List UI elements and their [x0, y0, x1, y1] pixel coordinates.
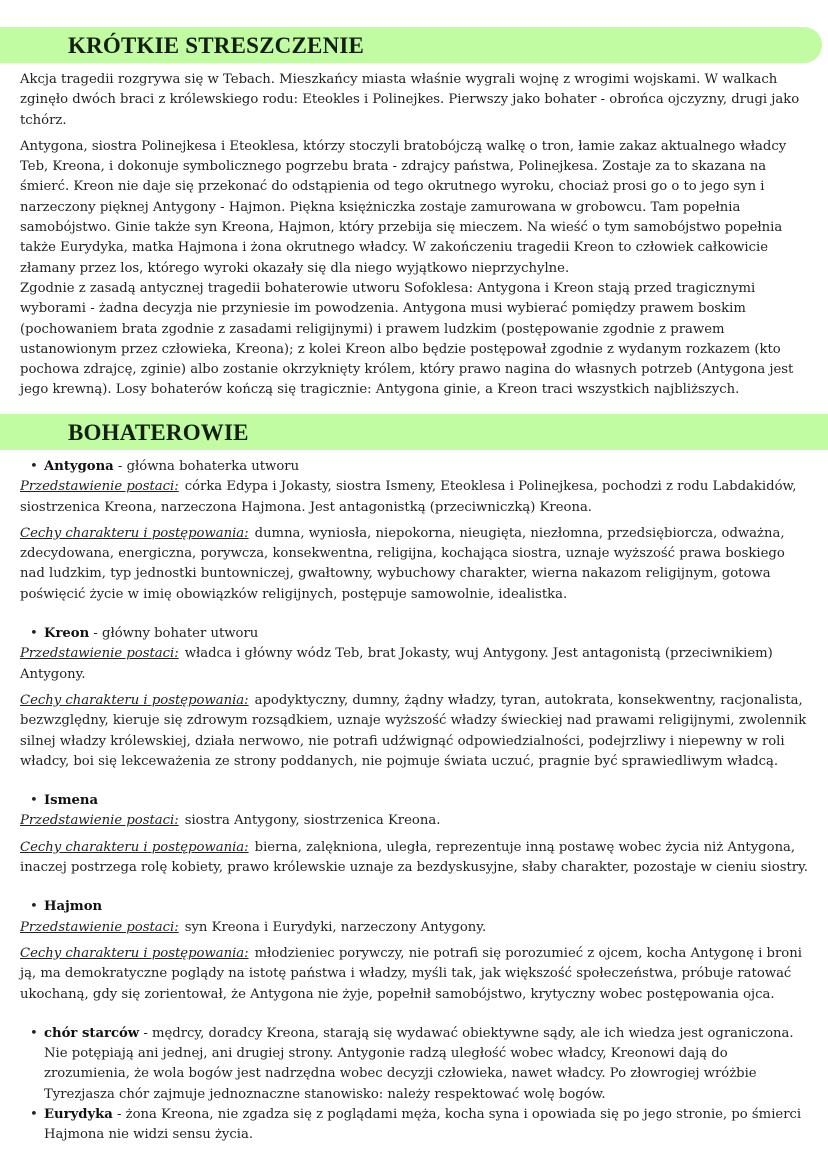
- character-intro: syn Kreona i Eurydyki, narzeczony Antygony.: [184, 919, 487, 935]
- summary-body: [20, 70, 812, 407]
- character-name: Kreon: [44, 626, 90, 642]
- character-name: Hajmon: [44, 899, 103, 915]
- traits-label: Cechy charakteru i postępowania:: [20, 525, 249, 541]
- character-bullet: [20, 624, 812, 644]
- summary-paragraph: Akcja tragedii rozgrywa się w Tebach. Mieszkańcy miasta właśnie wygrali wojnę z wrogimi wojskami. W walkach zginęło dwóch braci z królewskiego rodu: Eteokles i Polinejkes. Pierwszy jako bohater - obrońca ojczyzny, drugi jako tchórz.: [20, 72, 800, 128]
- section-title-summary: KRÓTKIE STRESZCZENIE: [68, 33, 365, 58]
- character-name: Eurydyka: [44, 1107, 113, 1123]
- minor-character: [20, 1024, 812, 1105]
- intro-label: Przedstawienie postaci:: [20, 479, 179, 495]
- intro-label: Przedstawienie postaci:: [20, 919, 179, 935]
- character-entry: [20, 624, 812, 772]
- character-traits: dumna, wyniosła, niepokorna, nieugięta, niezłomna, przedsiębiorcza, odważna, zdecydowana, energiczna, porywcza, konsekwentna, religijna, kochająca siostra, uznaje wyższość prawa boskiego nad ludzkim, typ jednostki buntowniczej, gwałtowny, wybuchowy charakter, wierna nakazom religijnym, gotowa poświęcić życie w imię obowiązków religijnych, postępuje samowolnie, idealistka.: [20, 525, 785, 602]
- character-intro: siostra Antygony, siostrzenica Kreona.: [184, 813, 441, 829]
- intro-label: Przedstawienie postaci:: [20, 813, 179, 829]
- character-role: - główna bohaterka utworu: [113, 459, 300, 474]
- character-entry: [20, 791, 812, 878]
- character-bullet: [20, 897, 812, 917]
- character-name: Ismena: [44, 793, 99, 809]
- intro-label: Przedstawienie postaci:: [20, 646, 179, 662]
- summary-paragraph: Zgodnie z zasadą antycznej tragedii bohaterowie utworu Sofoklesa: Antygona i Kreon stają przed tragicznymi wyborami - żadna decyzja nie przyniesie im powodzenia. Antygona musi wybierać pomiędzy prawem boskim (pochowaniem brata zgodnie z zasadami religijnymi) i prawem ludzkim (postępowanie zgodnie z prawem ustanowionym przez człowieka, Kreona); z kolei Kreon albo będzie postępował zgodnie z wydanym rozkazem (kto pochowa zdrajcę, zginie) albo zostanie okrzyknięty królem, który prawo nagina do własnych potrzeb (Antygona jest jego krewną). Losy bohaterów kończą się tragicznie: Antygona ginie, a Kreon traci wszystkich najbliższych.: [20, 280, 794, 398]
- character-intro: córka Edypa i Jokasty, siostra Ismeny, Eteoklesa i Polinejkesa, pochodzi z rodu Labdakidów, siostrzenica Kreona, narzeczona Hajmona. Jest antagonistką (przeciwniczką) Kreona.: [20, 479, 797, 515]
- character-traits: młodzieniec porywczy, nie potrafi się porozumieć z ojcem, kocha Antygonę i broni ją, ma demokratyczne poglądy na istotę państwa i władzy, myśli tak, jak większość społeczeństwa, próbuje ratować ukochaną, gdy się zorientował, że Antygona nie żyje, popełnił samobójstwo, krytyczny wobec postępowania ojca.: [20, 945, 802, 1002]
- character-name: Antygona: [44, 459, 114, 474]
- character-entry: [20, 897, 812, 1004]
- character-desc: - mędrcy, doradcy Kreona, starają się wydawać obiektywne sądy, ale ich wiedza jest ograniczona. Nie potępiają ani jednej, ani drugiej strony. Antygonie radzą uległość wobec władcy, Kreonowi dają do zrozumienia, że wola bogów jest nadrzędna wobec decyzji człowieka, nawet władcy. Po złowrogiej wróżbie Tyrezjasza chór zajmuje jednoznaczne stanowisko: należy respektować wolę bogów.: [44, 1025, 794, 1102]
- minor-character: [20, 1105, 812, 1146]
- section-title-characters: BOHATEROWIE: [68, 420, 249, 445]
- traits-label: Cechy charakteru i postępowania:: [20, 839, 249, 855]
- character-role: - główny bohater utworu: [89, 626, 259, 642]
- character-desc: - żona Kreona, nie zgadza się z poglądami męża, kocha syna i opowiada się po jego stronie, po śmierci Hajmona nie widzi sensu życia.: [44, 1107, 802, 1143]
- minor-characters-list: [20, 1024, 812, 1146]
- character-bullet: [20, 791, 812, 811]
- summary-paragraph: Antygona, siostra Polinejkesa i Eteoklesa, którzy stoczyli bratobójczą walkę o tron, łamie zakaz aktualnego władcy Teb, Kreona, i dokonuje symbolicznego pogrzebu brata - zdrajcy państwa, Polinejkesa. Zostaje za to skazana na śmierć. Kreon nie daje się przekonać do odstąpienia od tego okrutnego wyroku, chociaż prosi go o to jego syn i narzeczony pięknej Antygony - Hajmon. Piękna księżniczka zostaje zamurowana w grobowcu. Tam popełnia samobójstwo. Ginie także syn Kreona, Hajmon, który przebija się mieczem. Na wieść o tym samobójstwo popełnia także Eurydyka, matka Hajmona i żona okrutnego władcy. W zakończeniu tragedii Kreon to człowiek całkowicie złamany przez los, którego wyroki okazały się dla niego wyjątkowo nieprzychylne.: [20, 138, 787, 276]
- character-name: chór starców: [44, 1025, 140, 1041]
- character-traits: apodyktyczny, dumny, żądny władzy, tyran, autokrata, konsekwentny, racjonalista, bezwzględny, kieruje się zdrowym rozsądkiem, uznaje wyższość władzy świeckiej nad prawami religijnymi, zwolennik silnej władzy królewskiej, działa nerwowo, nie potrafi udźwignąć odpowiedzialności, podejrzliwy i niepewny w roli władcy, boi się lekceważenia ze strony poddanych, nie pojmuje świata uczuć, pragnie być sprawiedliwym władcą.: [20, 692, 807, 769]
- character-traits: bierna, zalękniona, uległa, reprezentuje inną postawę wobec życia niż Antygona, inaczej postrzega rolę kobiety, prawo królewskie uznaje za bezdyskusyjne, słaby charakter, pozostaje w cieniu siostry.: [20, 839, 808, 876]
- section-header-summary: [0, 27, 822, 63]
- character-entry: [20, 457, 812, 605]
- character-bullet: [20, 457, 812, 477]
- section-header-characters: [0, 414, 828, 450]
- traits-label: Cechy charakteru i postępowania:: [20, 945, 249, 961]
- characters-body: [20, 457, 812, 1146]
- traits-label: Cechy charakteru i postępowania:: [20, 692, 249, 708]
- character-intro: władca i główny wódz Teb, brat Jokasty, wuj Antygony. Jest antagonistą (przeciwnikiem) Antygony.: [20, 646, 773, 682]
